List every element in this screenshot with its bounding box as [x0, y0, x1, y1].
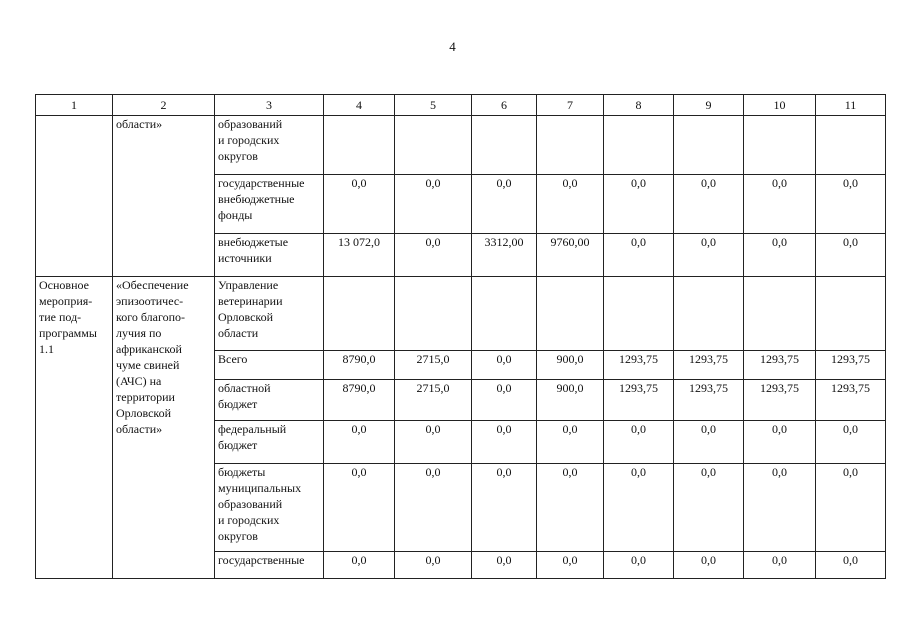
value-cell: 1293,75 — [674, 351, 744, 380]
table-row — [36, 116, 886, 175]
value-cell: 0,0 — [395, 175, 472, 234]
column-header: 1 — [36, 95, 113, 116]
value-cell — [816, 116, 886, 175]
value-cell: 0,0 — [395, 421, 472, 464]
value-cell: 0,0 — [604, 175, 674, 234]
value-cell — [472, 116, 537, 175]
value-cell: 0,0 — [816, 421, 886, 464]
table-row — [36, 277, 886, 351]
value-cell: 1293,75 — [744, 351, 816, 380]
value-cell: 0,0 — [674, 234, 744, 277]
value-cell: 0,0 — [816, 175, 886, 234]
value-cell: 0,0 — [816, 552, 886, 579]
funding-source-cell: внебюджетые источники — [215, 234, 324, 277]
value-cell: 0,0 — [472, 552, 537, 579]
value-cell: 0,0 — [537, 552, 604, 579]
funding-source-cell: Всего — [215, 351, 324, 380]
value-cell: 0,0 — [604, 552, 674, 579]
value-cell: 1293,75 — [604, 380, 674, 421]
value-cell — [744, 277, 816, 351]
value-cell — [674, 277, 744, 351]
value-cell — [744, 116, 816, 175]
funding-source-cell: образований и городских округов — [215, 116, 324, 175]
value-cell: 1293,75 — [816, 351, 886, 380]
value-cell: 0,0 — [324, 175, 395, 234]
value-cell — [324, 116, 395, 175]
funding-source-cell: федеральный бюджет — [215, 421, 324, 464]
value-cell: 0,0 — [816, 234, 886, 277]
value-cell — [604, 116, 674, 175]
value-cell: 0,0 — [395, 552, 472, 579]
funding-source-cell: государственные внебюджетные фонды — [215, 175, 324, 234]
value-cell — [472, 277, 537, 351]
value-cell: 2715,0 — [395, 380, 472, 421]
value-cell: 8790,0 — [324, 351, 395, 380]
measure-name-cell: «Обеспечение эпизоотичес- кого благопо- лучия по африканской чуме свиней (АЧС) на территории Орловской области» — [113, 277, 215, 579]
value-cell: 0,0 — [604, 464, 674, 552]
column-header: 7 — [537, 95, 604, 116]
value-cell: 0,0 — [744, 234, 816, 277]
value-cell — [395, 277, 472, 351]
value-cell: 0,0 — [472, 464, 537, 552]
value-cell: 0,0 — [324, 421, 395, 464]
program-cell: Основное мероприя- тие под- программы 1.1 — [36, 277, 113, 579]
value-cell: 0,0 — [537, 421, 604, 464]
value-cell — [324, 277, 395, 351]
value-cell: 0,0 — [744, 421, 816, 464]
funding-source-cell: Управление ветеринарии Орловской области — [215, 277, 324, 351]
value-cell: 900,0 — [537, 380, 604, 421]
measure-name-cell: области» — [113, 116, 215, 277]
value-cell — [674, 116, 744, 175]
value-cell: 0,0 — [472, 421, 537, 464]
value-cell: 0,0 — [674, 421, 744, 464]
value-cell: 0,0 — [604, 234, 674, 277]
value-cell: 0,0 — [537, 464, 604, 552]
page-number: 4 — [449, 39, 456, 54]
value-cell: 0,0 — [744, 464, 816, 552]
column-header: 6 — [472, 95, 537, 116]
value-cell: 0,0 — [395, 234, 472, 277]
budget-table — [35, 94, 886, 579]
column-header: 11 — [816, 95, 886, 116]
value-cell: 0,0 — [395, 464, 472, 552]
funding-source-cell: областной бюджет — [215, 380, 324, 421]
column-header: 9 — [674, 95, 744, 116]
value-cell: 1293,75 — [816, 380, 886, 421]
value-cell: 13 072,0 — [324, 234, 395, 277]
column-header: 8 — [604, 95, 674, 116]
value-cell: 0,0 — [324, 464, 395, 552]
value-cell — [395, 116, 472, 175]
funding-source-cell: государственные — [215, 552, 324, 579]
funding-source-cell: бюджеты муниципальных образований и городских округов — [215, 464, 324, 552]
value-cell: 2715,0 — [395, 351, 472, 380]
value-cell: 0,0 — [472, 351, 537, 380]
column-header: 3 — [215, 95, 324, 116]
value-cell: 9760,00 — [537, 234, 604, 277]
column-header: 2 — [113, 95, 215, 116]
value-cell: 0,0 — [472, 380, 537, 421]
program-cell — [36, 116, 113, 277]
value-cell: 0,0 — [604, 421, 674, 464]
column-header: 10 — [744, 95, 816, 116]
value-cell — [537, 116, 604, 175]
column-header: 5 — [395, 95, 472, 116]
value-cell: 1293,75 — [744, 380, 816, 421]
value-cell: 0,0 — [324, 552, 395, 579]
value-cell — [816, 277, 886, 351]
value-cell: 900,0 — [537, 351, 604, 380]
value-cell: 0,0 — [674, 464, 744, 552]
header-row — [36, 95, 886, 116]
value-cell: 0,0 — [816, 464, 886, 552]
value-cell — [604, 277, 674, 351]
value-cell: 3312,00 — [472, 234, 537, 277]
value-cell: 0,0 — [744, 552, 816, 579]
value-cell: 8790,0 — [324, 380, 395, 421]
column-header: 4 — [324, 95, 395, 116]
value-cell: 1293,75 — [674, 380, 744, 421]
value-cell: 0,0 — [674, 552, 744, 579]
value-cell: 0,0 — [674, 175, 744, 234]
value-cell: 0,0 — [537, 175, 604, 234]
value-cell: 1293,75 — [604, 351, 674, 380]
value-cell: 0,0 — [744, 175, 816, 234]
value-cell: 0,0 — [472, 175, 537, 234]
value-cell — [537, 277, 604, 351]
